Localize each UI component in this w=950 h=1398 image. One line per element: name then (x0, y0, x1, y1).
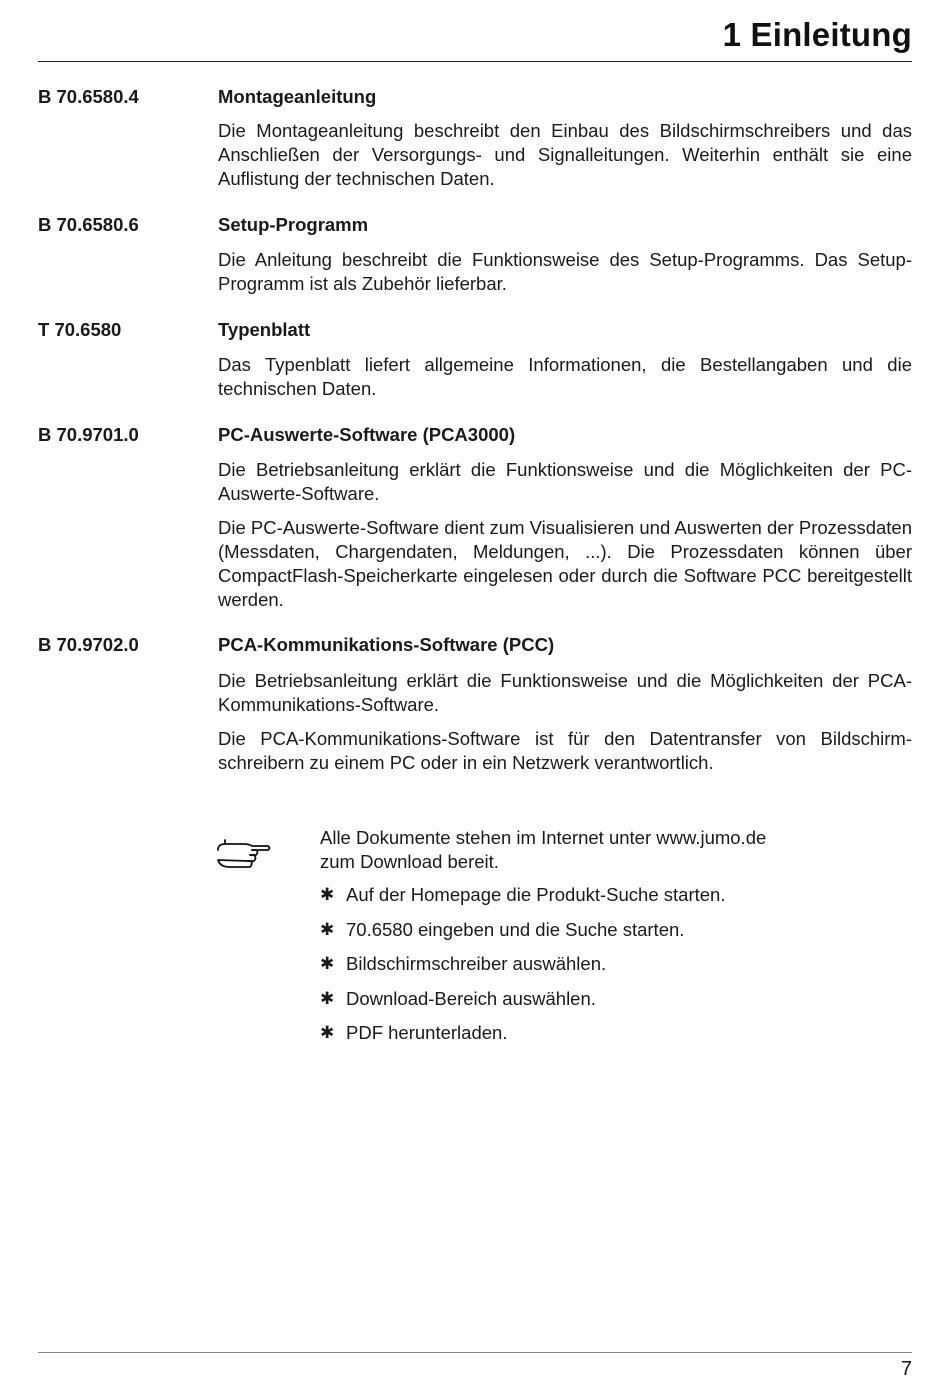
document-number: B 70.6580.4 (38, 86, 139, 107)
document-title: Typenblatt (218, 319, 311, 340)
step-text: 70.6580 eingeben und die Suche starten. (346, 918, 685, 940)
list-item (320, 883, 725, 918)
document-title: PC-Auswerte-Software (PCA3000) (218, 424, 516, 445)
header-divider (38, 61, 912, 62)
document-description: Die Anleitung beschreibt die Funktionsweise des Setup-Programms. Das Setup-Programm ist als Zubehör lieferbar. (218, 249, 912, 294)
page-number: 7 (900, 1358, 912, 1380)
document-number: B 70.9701.0 (38, 424, 139, 445)
document-description: Die Betriebsanleitung erklärt die Funktionsweise und die Möglichkeiten der PC-Auswerte-Software. (218, 459, 912, 504)
step-text: Auf der Homepage die Produkt-Suche starten. (346, 884, 726, 905)
note-line: zum Download bereit. (320, 851, 499, 872)
document-description: Die Betriebsanleitung erklärt die Funktionsweise und die Möglichkeiten der PCA-Kommunikations-Software. (218, 670, 912, 715)
chapter-title: 1 Einleitung (722, 16, 912, 53)
list-item (320, 952, 725, 987)
asterisk-bullet-icon: ✱ (320, 1023, 335, 1042)
asterisk-bullet-icon: ✱ (320, 954, 335, 973)
pointing-hand-icon (216, 836, 272, 876)
note-line: Alle Dokumente stehen im Internet unter www.jumo.de (320, 827, 767, 848)
download-steps-list (320, 883, 725, 1056)
document-number: B 70.9702.0 (38, 634, 139, 655)
document-description: Die PC-Auswerte-Software dient zum Visualisieren und Auswerten der Prozessdaten (Messdaten, Chargendaten, Meldungen, ...). Die Prozessdaten können über CompactFlash-Speicherkarte eingelesen oder durch die Software PCC bereitgestellt werden. (218, 517, 912, 610)
note-text (320, 826, 880, 874)
document-title: Montageanleitung (218, 86, 377, 107)
document-description: Das Typenblatt liefert allgemeine Informationen, die Bestellangaben und die technischen Daten. (218, 354, 912, 399)
list-item (320, 987, 725, 1022)
list-item (320, 918, 725, 953)
step-text: Download-Bereich auswählen. (346, 987, 596, 1009)
document-number: B 70.6580.6 (38, 214, 139, 235)
document-description: Die PCA-Kommunikations-Software ist für den Datentransfer von Bildschirmschreibern zu einem PC oder in ein Netzwerk verantwortlich. (218, 728, 912, 773)
asterisk-bullet-icon: ✱ (320, 919, 335, 939)
footer-divider (38, 1352, 912, 1353)
asterisk-bullet-icon: ✱ (320, 885, 335, 904)
document-number: T 70.6580 (38, 319, 122, 340)
document-title: PCA-Kommunikations-Software (PCC) (218, 634, 555, 655)
step-text: PDF herunterladen. (346, 1022, 508, 1043)
asterisk-bullet-icon: ✱ (320, 988, 335, 1008)
document-description: Die Montageanleitung beschreibt den Einbau des Bildschirmschreibers und das Anschließen der Versorgungs- und Signalleitungen. Weiterhin enthält sie eine Auflistung der technischen Daten. (218, 120, 912, 189)
document-title: Setup-Programm (218, 214, 369, 235)
list-item (320, 1021, 725, 1056)
step-text: Bildschirmschreiber auswählen. (346, 953, 607, 974)
